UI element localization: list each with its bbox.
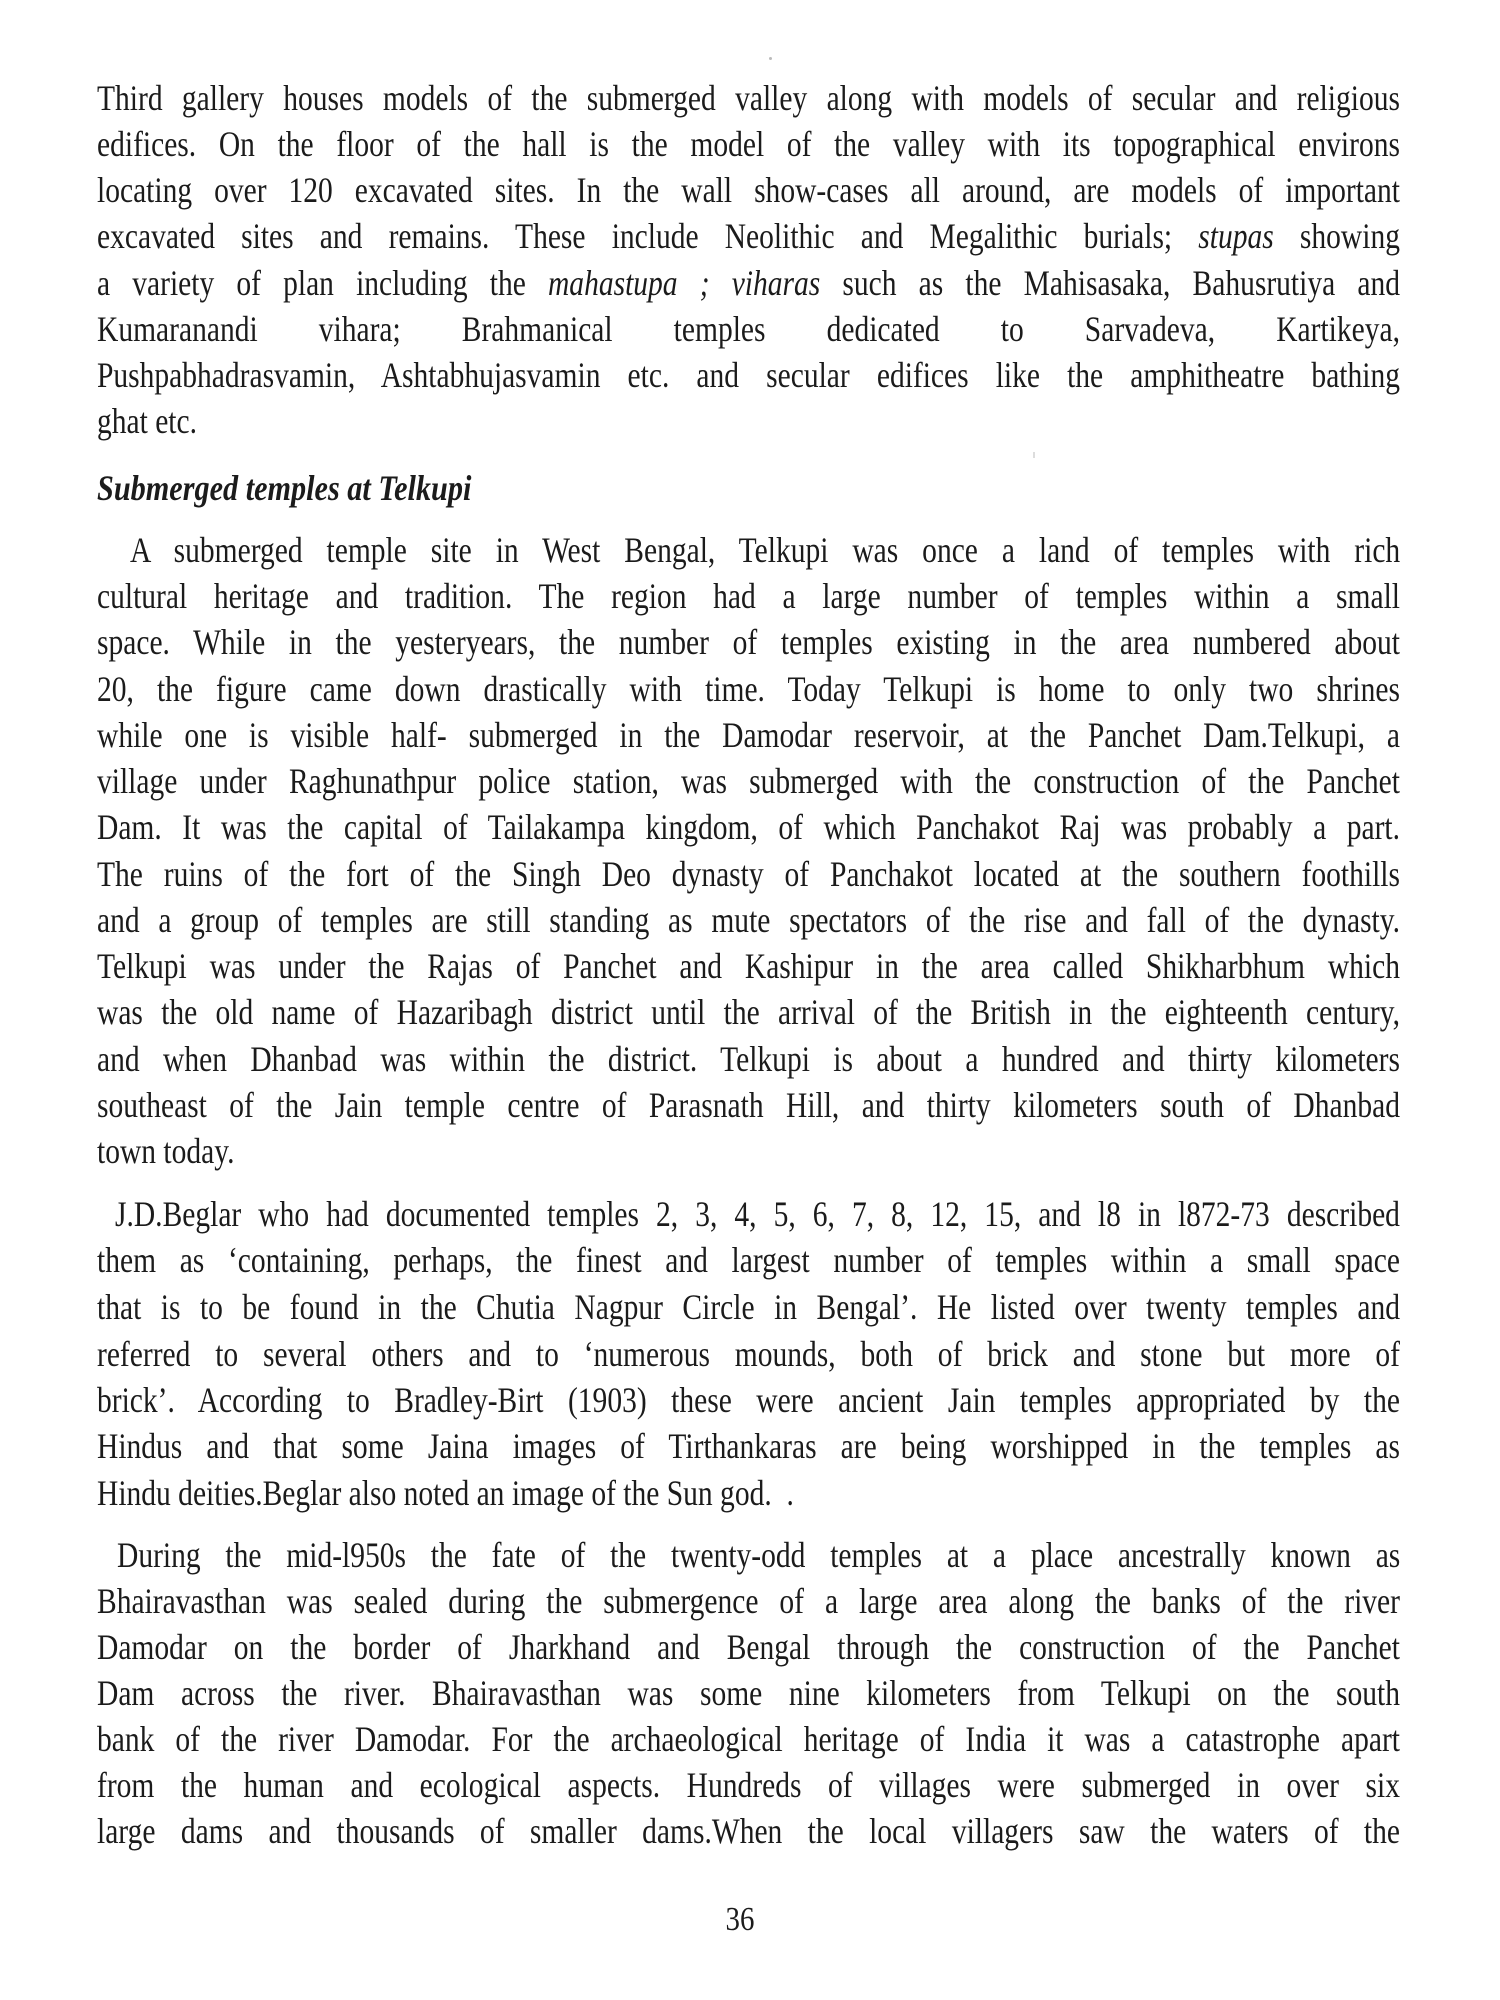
text-line: Telkupi was under the Rajas of Panchet and Kashipur in the area called Shikharbhum which <box>97 946 1400 986</box>
text-line: them as ‘containing, perhaps, the finest and largest number of temples within a small space <box>97 1240 1400 1280</box>
text-line: J.D.Beglar who had documented temples 2, 3, 4, 5, 6, 7, 8, 12, 15, and l8 in l872-73 described <box>115 1194 1400 1234</box>
text-line: Hindus and that some Jaina images of Tirthankaras are being worshipped in the temples as <box>97 1426 1400 1466</box>
text-line: A submerged temple site in West Bengal, Telkupi was once a land of temples with rich <box>130 530 1401 570</box>
text-line: ghat etc. <box>97 401 198 441</box>
text-line: 20, the figure came down drastically with time. Today Telkupi is home to only two shrines <box>97 669 1400 709</box>
text-line: Kumaranandi vihara; Brahmanical temples dedicated to Sarvadeva, Kartikeya, <box>97 309 1400 349</box>
text-line <box>97 265 1400 301</box>
text-line: while one is visible half- submerged in the Damodar reservoir, at the Panchet Dam.Telkupi, a <box>97 715 1400 755</box>
scan-speck <box>769 57 772 60</box>
text-segment: showing <box>1273 216 1400 256</box>
scan-speck <box>1033 452 1035 458</box>
section-heading: Submerged temples at Telkupi <box>97 468 472 508</box>
text-line: referred to several others and to ‘numerous mounds, both of brick and stone but more of <box>97 1334 1400 1374</box>
text-line: bank of the river Damodar. For the archaeological heritage of India it was a catastrophe apart <box>97 1719 1400 1759</box>
text-line: from the human and ecological aspects. Hundreds of villages were submerged in over six <box>97 1765 1400 1805</box>
italic-term: stupas <box>1198 216 1274 256</box>
text-line: and when Dhanbad was within the district. Telkupi is about a hundred and thirty kilometers <box>97 1039 1400 1079</box>
text-line: that is to be found in the Chutia Nagpur Circle in Bengal’. He listed over twenty temples and <box>97 1287 1400 1327</box>
text-line: Third gallery houses models of the submerged valley along with models of secular and religious <box>97 78 1400 118</box>
text-line: large dams and thousands of smaller dams.When the local villagers saw the waters of the <box>97 1811 1400 1851</box>
text-line: brick’. According to Bradley-Birt (1903) these were ancient Jain temples appropriated by the <box>97 1380 1400 1420</box>
italic-term: mahastupa ; viharas <box>547 263 821 303</box>
text-line: town today. <box>97 1131 235 1171</box>
text-line: Pushpabhadrasvamin, Ashtabhujasvamin etc. and secular edifices like the amphitheatre bathing <box>97 355 1400 395</box>
text-line: southeast of the Jain temple centre of Parasnath Hill, and thirty kilometers south of Dhanbad <box>97 1085 1400 1125</box>
text-line: village under Raghunathpur police station, was submerged with the construction of the Panchet <box>97 761 1400 801</box>
text-line: and a group of temples are still standing as mute spectators of the rise and fall of the dynasty. <box>97 900 1400 940</box>
text-line: During the mid-l950s the fate of the twenty-odd temples at a place ancestrally known as <box>117 1535 1401 1575</box>
text-line: cultural heritage and tradition. The region had a large number of temples within a small <box>97 576 1400 616</box>
text-line: Dam. It was the capital of Tailakampa kingdom, of which Panchakot Raj was probably a part. <box>97 807 1400 847</box>
page-number: 36 <box>725 1901 755 1938</box>
text-line: edifices. On the floor of the hall is the model of the valley with its topographical environs <box>97 124 1400 164</box>
text-line: was the old name of Hazaribagh district until the arrival of the British in the eighteenth century, <box>97 992 1400 1032</box>
text-line: Hindu deities.Beglar also noted an image of the Sun god. . <box>97 1473 794 1513</box>
text-line: space. While in the yesteryears, the number of temples existing in the area numbered about <box>97 622 1400 662</box>
text-line: The ruins of the fort of the Singh Deo dynasty of Panchakot located at the southern foothills <box>97 854 1400 894</box>
text-segment: a variety of plan including the <box>97 263 548 303</box>
text-line: Damodar on the border of Jharkhand and Bengal through the construction of the Panchet <box>97 1627 1400 1667</box>
text-segment: excavated sites and remains. These include Neolithic and Megalithic burials; <box>97 216 1199 256</box>
text-segment: such as the Mahisasaka, Bahusrutiya and <box>820 263 1400 303</box>
text-line: Bhairavasthan was sealed during the submergence of a large area along the banks of the river <box>97 1581 1400 1621</box>
text-line: Dam across the river. Bhairavasthan was some nine kilometers from Telkupi on the south <box>97 1673 1400 1713</box>
text-line: locating over 120 excavated sites. In the wall show-cases all around, are models of important <box>97 170 1400 210</box>
text-line <box>97 218 1400 254</box>
